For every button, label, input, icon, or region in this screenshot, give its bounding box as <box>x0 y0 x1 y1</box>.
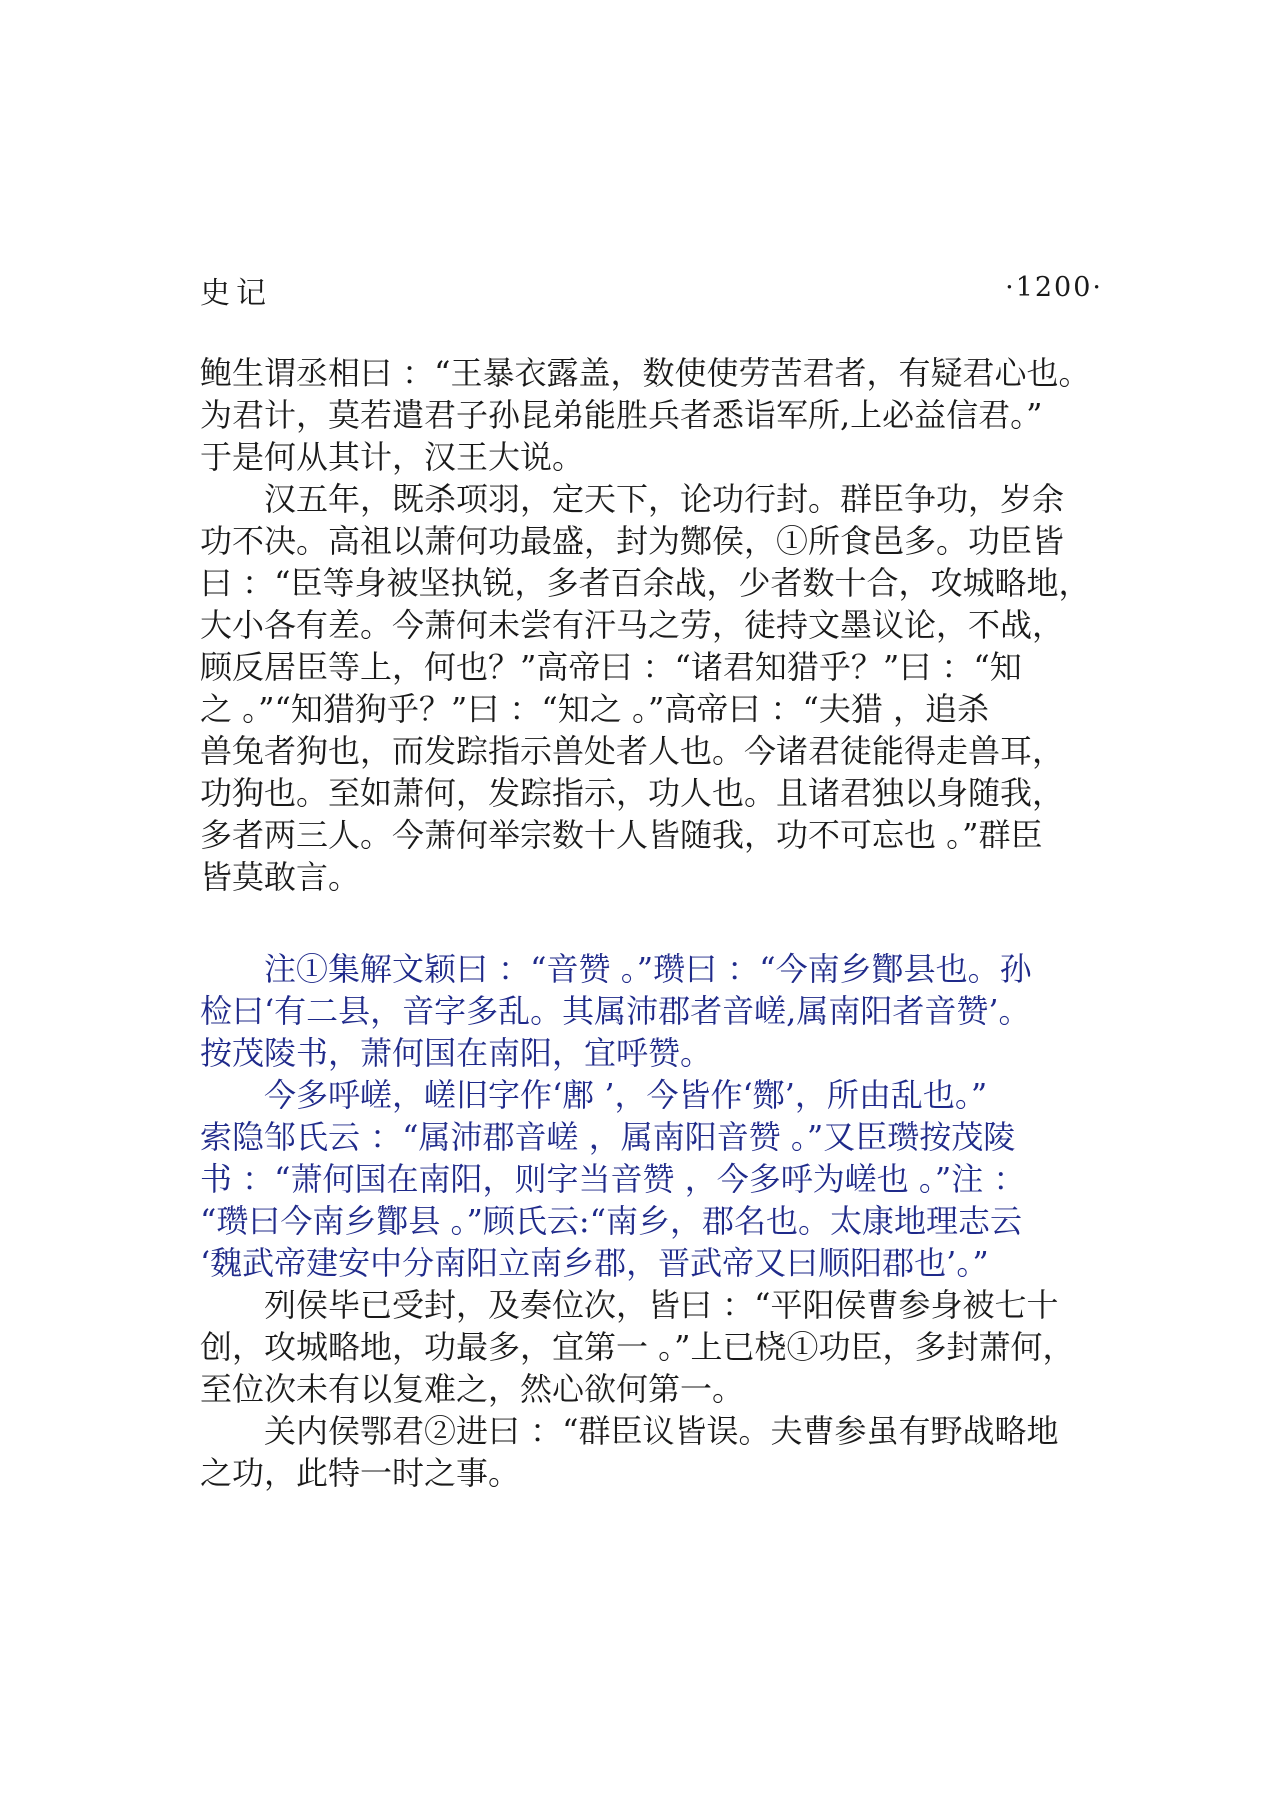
paragraph-3 <box>200 1284 1100 1410</box>
text-line: 皆莫敢言。 <box>200 858 361 896</box>
note-line: 按茂陵书，萧何国在南阳，宜呼赞。 <box>200 1034 713 1072</box>
text-line: 鲍生谓丞相曰 ：“王暴衣露盖，数使使劳苦君者，有疑君心也。 <box>200 354 1091 392</box>
paragraph-2 <box>200 478 1100 898</box>
annotation-1 <box>200 948 1100 1074</box>
text-line: 列侯毕已受封，及奏位次，皆曰 ：“平阳侯曹参身被七十 <box>264 1286 1059 1324</box>
book-title: 史记 <box>200 276 272 311</box>
note-line: 注①集解文颖曰 ：“音赞 。”瓒曰 ：“今南乡酇县也。孙 <box>264 950 1032 988</box>
text-line: 曰 ：“臣等身被坚执锐，多者百余战，少者数十合，攻城略地， <box>200 564 1091 602</box>
text-line: 汉五年，既杀项羽，定天下，论功行封。群臣争功，岁余 <box>264 480 1065 518</box>
spacer <box>200 898 1100 948</box>
text-line: 之 。”“知猎狗乎？”曰 ：“知之 。”高帝曰 ：“夫猎 ，追杀 <box>200 690 990 728</box>
note-line: 今多呼嵯，嵯旧字作‘鄌 ’，今皆作‘酂’，所由乱也。” <box>264 1076 988 1114</box>
text-line: 关内侯鄂君②进曰 ：“群臣议皆误。夫曹参虽有野战略地 <box>264 1412 1059 1450</box>
page-body <box>200 352 1100 1494</box>
note-line: 检曰‘有二县，音字多乱。其属沛郡者音嵯,属南阳者音赞’。 <box>200 992 1031 1030</box>
note-line: “瓒曰今南乡酇县 。”顾氏云:“南乡，郡名也。太康地理志云 <box>200 1202 1023 1240</box>
text-line: 多者两三人。今萧何举宗数十人皆随我，功不可忘也 。”群臣 <box>200 816 1043 854</box>
text-line: 之功，此特一时之事。 <box>200 1454 521 1492</box>
annotation-2 <box>200 1074 1100 1284</box>
text-line: 于是何从其计，汉王大说。 <box>200 438 585 476</box>
text-line: 为君计，莫若遣君子孙昆弟能胜兵者悉诣军所,上必益信君。” <box>200 396 1043 434</box>
paragraph-4 <box>200 1410 1100 1494</box>
text-line: 大小各有差。今萧何未尝有汗马之劳，徒持文墨议论，不战， <box>200 606 1065 644</box>
note-line: 书 ：“萧何国在南阳，则字当音赞 ，今多呼为嵯也 。”注 ： <box>200 1160 1026 1198</box>
text-line: 顾反居臣等上，何也？”高帝曰 ：“诸君知猎乎？”曰 ：“知 <box>200 648 1022 686</box>
text-line: 创，攻城略地，功最多，宜第一 。”上已桡①功臣，多封萧何， <box>200 1328 1075 1366</box>
text-line: 至位次未有以复难之，然心欲何第一。 <box>200 1370 745 1408</box>
text-line: 兽兔者狗也，而发踪指示兽处者人也。今诸君徒能得走兽耳， <box>200 732 1065 770</box>
paragraph-1 <box>200 352 1100 478</box>
page-number: ·1200· <box>1005 272 1103 303</box>
note-line: 索隐邹氏云 ：“属沛郡音嵯 ，属南阳音赞 。”又臣瓒按茂陵 <box>200 1118 1016 1156</box>
note-line: ‘魏武帝建安中分南阳立南乡郡，晋武帝又曰顺阳郡也’。” <box>200 1244 989 1282</box>
text-line: 功狗也。至如萧何，发踪指示，功人也。且诸君独以身随我， <box>200 774 1065 812</box>
text-line: 功不决。高祖以萧何功最盛，封为酂侯，①所食邑多。功臣皆 <box>200 522 1065 560</box>
